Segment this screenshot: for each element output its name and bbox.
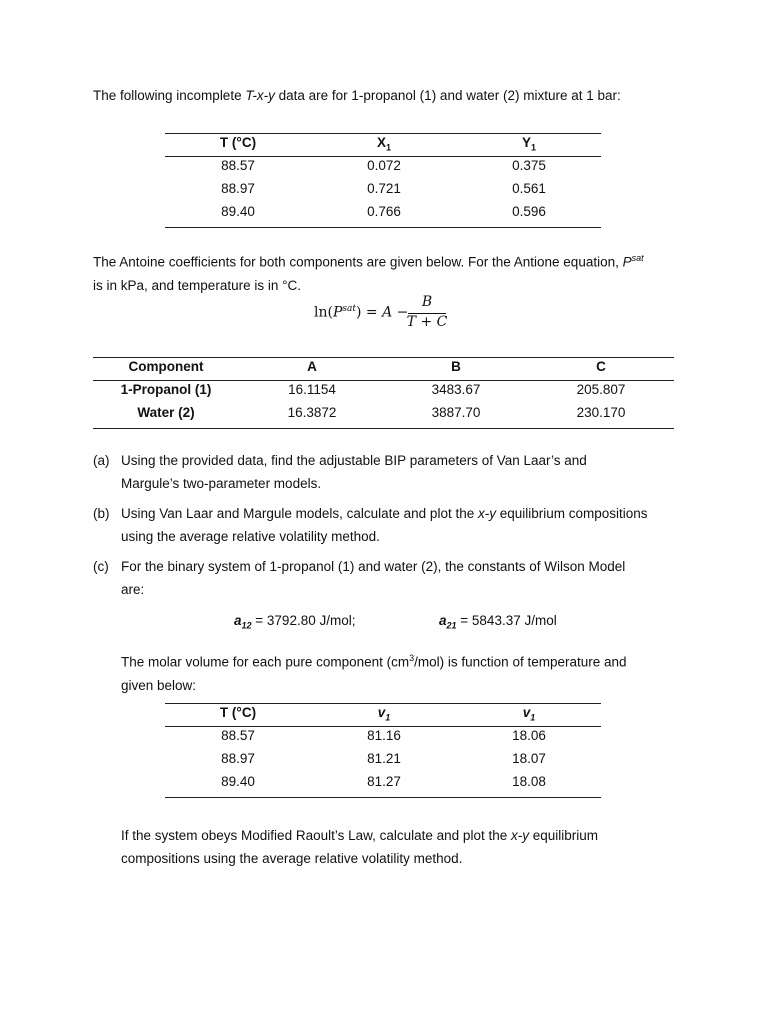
antoine-equation: $\ln(P^{sat}) = A$ − — [314, 304, 409, 321]
table3-cell: 88.97 — [221, 751, 255, 766]
table3-header-t: T (°C) — [219, 705, 257, 720]
table2-cell: 3483.67 — [431, 382, 481, 397]
table2-bottom-rule — [93, 428, 674, 429]
table2-header-c: C — [596, 359, 606, 374]
table3-cell: 18.06 — [512, 728, 546, 743]
table1-cell: 0.072 — [367, 158, 401, 173]
table2-header-component: Component — [128, 359, 204, 374]
molar-text: The molar volume for each pure component $(cm^3/mol)$ is function of temperature and given below: — [121, 653, 627, 693]
table2-header-b: B — [451, 359, 461, 374]
equation-numerator: B — [421, 294, 433, 310]
table1-bottom-rule — [165, 227, 601, 228]
table2-cell: 16.3872 — [287, 405, 337, 420]
table3-header-rule — [165, 726, 601, 727]
table1-header-y1: $Y_1$ — [521, 135, 537, 153]
part-a-text: Using the provided data, find the adjustable BIP parameters of Van Laar’s and Margule’s two-parameter models. — [121, 453, 587, 491]
part-c-text: For the binary system of 1-propanol (1) and water (2), the constants of Wilson Model are: — [121, 559, 626, 597]
table3-cell: 88.57 — [221, 728, 255, 743]
table2-cell: 205.807 — [576, 382, 626, 397]
intro-text: The following incomplete T-x-y data are for 1-propanol (1) and water (2) mixture at 1 bar: — [93, 88, 621, 103]
table1-cell: 0.561 — [512, 181, 546, 196]
table3-cell: 89.40 — [221, 774, 255, 789]
table3-cell: 81.16 — [367, 728, 401, 743]
table1-cell: 0.596 — [512, 204, 546, 219]
final-text: If the system obeys Modified Raoult’s Law, calculate and plot the x-y equilibrium compositions using the average relative volatility method. — [121, 828, 599, 866]
table1-cell: 88.57 — [221, 158, 255, 173]
table2-header-rule — [93, 380, 674, 381]
table2-cell: 3887.70 — [431, 405, 481, 420]
table2-header-a: A — [307, 359, 317, 374]
antoine-text: The Antoine coefficients for both components are given below. For the Antione equation, $P^{sat}$ is in kPa, and temperature is in °C. — [93, 253, 644, 293]
table1-cell: 0.721 — [367, 181, 401, 196]
table1-cell: 88.97 — [221, 181, 255, 196]
table3-cell: 18.08 — [512, 774, 546, 789]
table3-bottom-rule — [165, 797, 601, 798]
wilson-a21: $a_{21} = 5843.37$ J/mol — [439, 613, 557, 631]
table2-cell: 16.1154 — [288, 382, 336, 397]
table1-header-x1: $X_1$ — [376, 135, 392, 153]
table3-cell: 81.27 — [367, 774, 401, 789]
table1-top-rule — [165, 133, 601, 134]
table3-top-rule — [165, 703, 601, 704]
table1-header-t: T (°C) — [219, 135, 257, 150]
part-c-label: (c) — [93, 559, 109, 574]
part-b-label: (b) — [93, 506, 110, 521]
part-a-label: (a) — [93, 453, 110, 468]
table2-cell: 1-Propanol (1) — [120, 382, 212, 397]
table2-cell: Water (2) — [137, 405, 195, 420]
table3-header-v1: $v_1$ — [377, 705, 391, 723]
equation-denominator: T + C — [406, 314, 448, 330]
table3-cell: 18.07 — [512, 751, 546, 766]
table2-cell: 230.170 — [576, 405, 626, 420]
table3-header-v2: $v_1$ — [522, 705, 536, 723]
table1-cell: 89.40 — [221, 204, 255, 219]
part-b-text: Using Van Laar and Margule models, calculate and plot the x-y equilibrium compositions using the average relative volatility method. — [121, 506, 648, 544]
table2-top-rule — [93, 357, 674, 358]
wilson-a12: $a_{12} = 3792.80$ J/mol; — [234, 613, 356, 631]
table3-cell: 81.21 — [367, 751, 401, 766]
table1-header-rule — [165, 156, 601, 157]
table1-cell: 0.766 — [367, 204, 401, 219]
table1-cell: 0.375 — [512, 158, 546, 173]
